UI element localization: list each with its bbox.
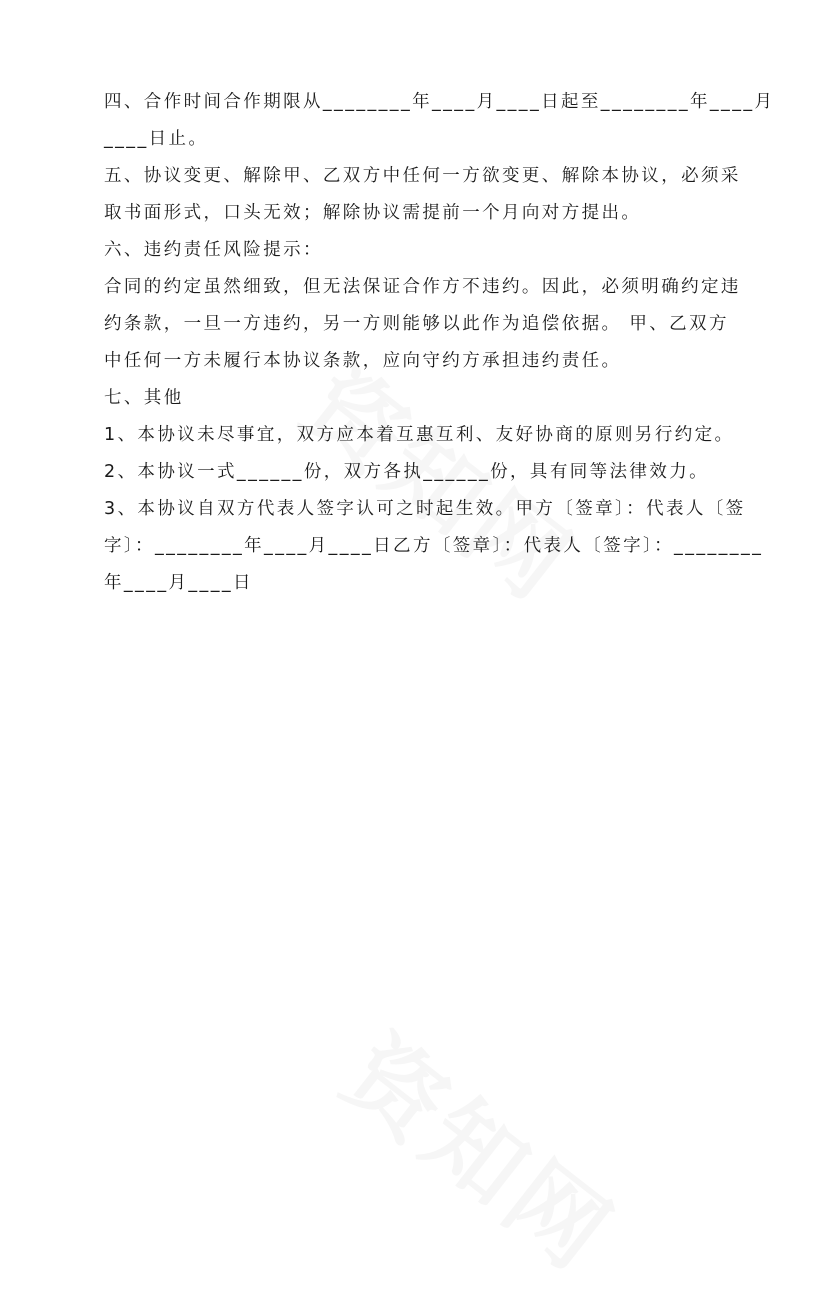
clause-5-line-1: 五、协议变更、解除甲、乙双方中任何一方欲变更、解除本协议，必须采	[104, 166, 741, 186]
document-body	[104, 84, 775, 602]
clause-7-item-1: 1、本协议未尽事宜，双方应本着互惠互利、友好协商的原则另行约定。	[104, 425, 735, 445]
clause-6-line-3: 中任何一方未履行本协议条款，应向守约方承担违约责任。	[104, 351, 622, 371]
clause-7-heading: 七、其他	[104, 388, 184, 408]
clause-4-line-2: ____日止。	[104, 129, 209, 149]
watermark	[320, 1000, 645, 1296]
clause-6-line-2: 约条款，一旦一方违约，另一方则能够以此作为追偿依据。 甲、乙双方	[104, 314, 729, 334]
clause-4-line-1: 四、合作时间合作期限从________年____月____日起至________年____月	[104, 92, 775, 112]
clause-6-line-1: 合同的约定虽然细致，但无法保证合作方不违约。因此，必须明确约定违	[104, 277, 741, 297]
clause-5-line-2: 取书面形式，口头无效；解除协议需提前一个月向对方提出。	[104, 203, 642, 223]
clause-7-item-3-line-3: 年____月____日	[104, 573, 253, 593]
clause-6-heading: 六、违约责任风险提示：	[104, 240, 323, 260]
clause-7-item-3-line-2: 字〕：________年____月____日乙方〔签章〕：代表人〔签字〕：________	[104, 536, 764, 556]
clause-7-item-3-line-1: 3、本协议自双方代表人签字认可之时起生效。甲方〔签章〕：代表人〔签	[104, 499, 746, 519]
clause-7-item-2: 2、本协议一式______份，双方各执______份，具有同等法律效力。	[104, 462, 710, 482]
